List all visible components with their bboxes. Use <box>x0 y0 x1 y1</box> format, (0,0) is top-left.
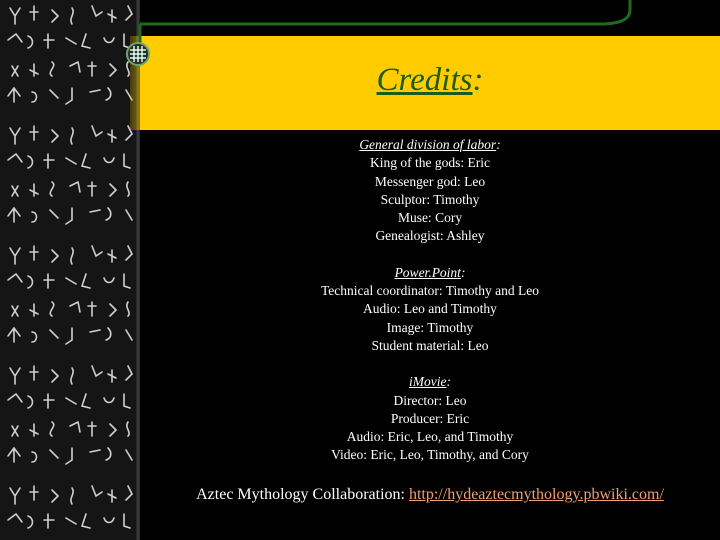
slide-title <box>140 62 720 99</box>
credit-line: King of the gods: Eric <box>370 155 490 171</box>
credit-line: Sculptor: Timothy <box>380 191 480 207</box>
footer <box>140 486 720 504</box>
section-heading: iMovie <box>409 374 447 390</box>
credit-line: Student material: Leo <box>371 337 489 353</box>
credit-line: Messenger god: Leo <box>374 173 486 189</box>
glyph-pattern-icon <box>0 0 140 540</box>
credit-line: Genealogist: Ashley <box>375 228 485 244</box>
credit-line: Technical coordinator: Timothy and Leo <box>320 283 539 299</box>
credits-body <box>140 136 720 483</box>
title-word: Credits <box>376 62 473 98</box>
decorative-pattern-sidebar <box>0 0 140 540</box>
section-heading: Power.Point <box>394 264 461 280</box>
collaboration-link[interactable]: http://hydeaztecmythology.pbwiki.com/ <box>408 486 664 503</box>
credit-line: Video: Eric, Leo, Timothy, and Cory <box>331 447 529 463</box>
credit-line: Producer: Eric <box>390 410 470 426</box>
section-powerpoint: Power.Point: Technical coordinator: Timothy and Leo Audio: Leo and Timothy Image: Timothy Student material: Leo <box>140 264 720 355</box>
title-colon: : <box>472 62 484 98</box>
credit-line: Audio: Leo and Timothy <box>363 301 497 317</box>
credit-line: Audio: Eric, Leo, and Timothy <box>346 429 514 445</box>
footer-label: Aztec Mythology Collaboration: <box>196 486 405 503</box>
credit-line: Image: Timothy <box>386 319 474 335</box>
section-imovie: iMovie: Director: Leo Producer: Eric Audio: Eric, Leo, and Timothy Video: Eric, Leo, Timothy, and Cory <box>140 373 720 464</box>
credit-line: Director: Leo <box>393 392 467 408</box>
section-labor: General division of labor: King of the gods: Eric Messenger god: Leo Sculptor: Timothy Muse: Cory Genealogist: Ashley <box>140 136 720 246</box>
section-heading: General division of labor <box>359 137 497 152</box>
credit-line: Muse: Cory <box>397 210 463 226</box>
